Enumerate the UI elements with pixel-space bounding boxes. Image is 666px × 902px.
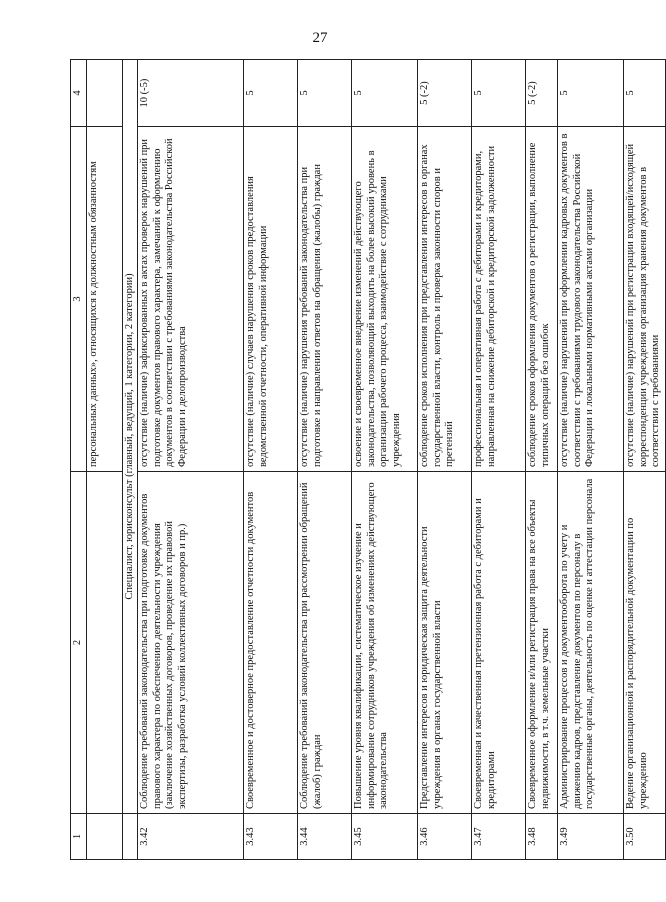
section-row: [122, 60, 138, 860]
row-task: Своевременная и качественная претензионная работа с дебиторами и кредиторами: [472, 472, 526, 814]
row-criterion: профессиональная и оперативная работа с дебиторами и кредиторами, направленная на снижение дебиторской и кредиторской задолженности: [472, 127, 526, 472]
row-score: 5: [352, 60, 418, 127]
table-row: [138, 60, 244, 860]
row-score: 5: [472, 60, 526, 127]
row-score: 5: [244, 60, 298, 127]
row-task: Своевременное оформление и/или регистрация права на все объекты недвижимости, в т.ч. земельные участки: [526, 472, 558, 814]
row-criterion: отсутствие (наличие) нарушения требований законодательства при подготовке и направлении ответов на обращения (жалобы) граждан: [298, 127, 352, 472]
table-row: [558, 60, 624, 860]
table-row: [298, 60, 352, 860]
table-row: [526, 60, 558, 860]
row-number: 3.42: [138, 814, 244, 860]
table-row: [472, 60, 526, 860]
row-number: 3.43: [244, 814, 298, 860]
column-number-row: [71, 60, 87, 860]
column-number: 4: [71, 60, 87, 127]
row-criterion: отсутствие (наличие) случаев нарушения сроков предоставления ведомственной отчетности, оперативной информации: [244, 127, 298, 472]
row-task: Представление интересов и юридическая защита деятельности учреждения в органах государственной власти: [418, 472, 472, 814]
row-number: 3.46: [418, 814, 472, 860]
column-number: 2: [71, 472, 87, 814]
table-row: [624, 60, 666, 860]
rotated-table-wrapper: [70, 60, 661, 860]
row-score: 5: [558, 60, 624, 127]
page-number: 27: [312, 30, 328, 46]
continued-text: персональных данных», относящихся к должностным обязанностям: [86, 127, 122, 472]
column-number: 3: [71, 127, 87, 472]
row-number: 3.50: [624, 814, 666, 860]
row-number: 3.45: [352, 814, 418, 860]
row-task: Своевременное и достоверное предоставление отчетности документов: [244, 472, 298, 814]
row-criterion: соблюдение сроков исполнения при представлении интересов в органах государственной власти, контроль и проверка законности споров и претензий: [418, 127, 472, 472]
row-task: Повышение уровня квалификации, систематическое изучение и информирование сотрудников учреждения об изменениях действующего законодательства: [352, 472, 418, 814]
row-score: 10 (-5): [138, 60, 244, 127]
row-criterion: отсутствие (наличие) нарушений при регистрации входящей/исходящей корреспонденции учреждения организация хранения документов в соответствии с требованиями: [624, 127, 666, 472]
section-title: Специалист, юрисконсульт (главный, ведущий, 1 категории, 2 категории): [122, 60, 138, 814]
table-row: [352, 60, 418, 860]
row-task: Соблюдение требований законодательства при подготовке документов правового характера по обеспечению деятельности учреждения (заключение хозяйственных договоров, проведение их правовой экспертизы, разработка условий коллективных договоров и пр.): [138, 472, 244, 814]
row-score: 5 (-2): [526, 60, 558, 127]
row-task: Ведение организационной и распорядительной документации по учреждению: [624, 472, 666, 814]
row-score: 5 (-2): [418, 60, 472, 127]
table-row: [418, 60, 472, 860]
row-number: 3.47: [472, 814, 526, 860]
row-number: 3.49: [558, 814, 624, 860]
continued-row: [86, 60, 122, 860]
row-score: 5: [624, 60, 666, 127]
row-score: 5: [298, 60, 352, 127]
row-number: 3.44: [298, 814, 352, 860]
row-criterion: освоение и своевременное внедрение изменений действующего законодательства, позволяющий выходить на более высокий уровень в организации рабочего процесса, взаимодействие с сотрудниками учреждения: [352, 127, 418, 472]
row-task: Администрирование процессов и документооборота по учету и движению кадров, представление документов по персоналу в государственные органы, деятельность по оценке и аттестации персонала: [558, 472, 624, 814]
row-criterion: отсутствие (наличие) нарушений при оформлении кадровых документов в соответствии с требованиями трудового законодательства Российской Федерации и локальными нормативными актами организации: [558, 127, 624, 472]
row-criterion: соблюдение сроков оформления документов о регистрации, выполнение типичных операций без ошибок: [526, 127, 558, 472]
row-number: 3.48: [526, 814, 558, 860]
criteria-table: [70, 59, 666, 860]
row-criterion: отсутствие (наличие) зафиксированных в актах проверок нарушений при подготовке документов правового характера, замечаний к оформлению документов в соответствии с требованиями законодательства Российской Федерации и делопроизводства: [138, 127, 244, 472]
column-number: 1: [71, 814, 87, 860]
row-task: Соблюдение требований законодательства при рассмотрении обращений (жалоб) граждан: [298, 472, 352, 814]
table-row: [244, 60, 298, 860]
